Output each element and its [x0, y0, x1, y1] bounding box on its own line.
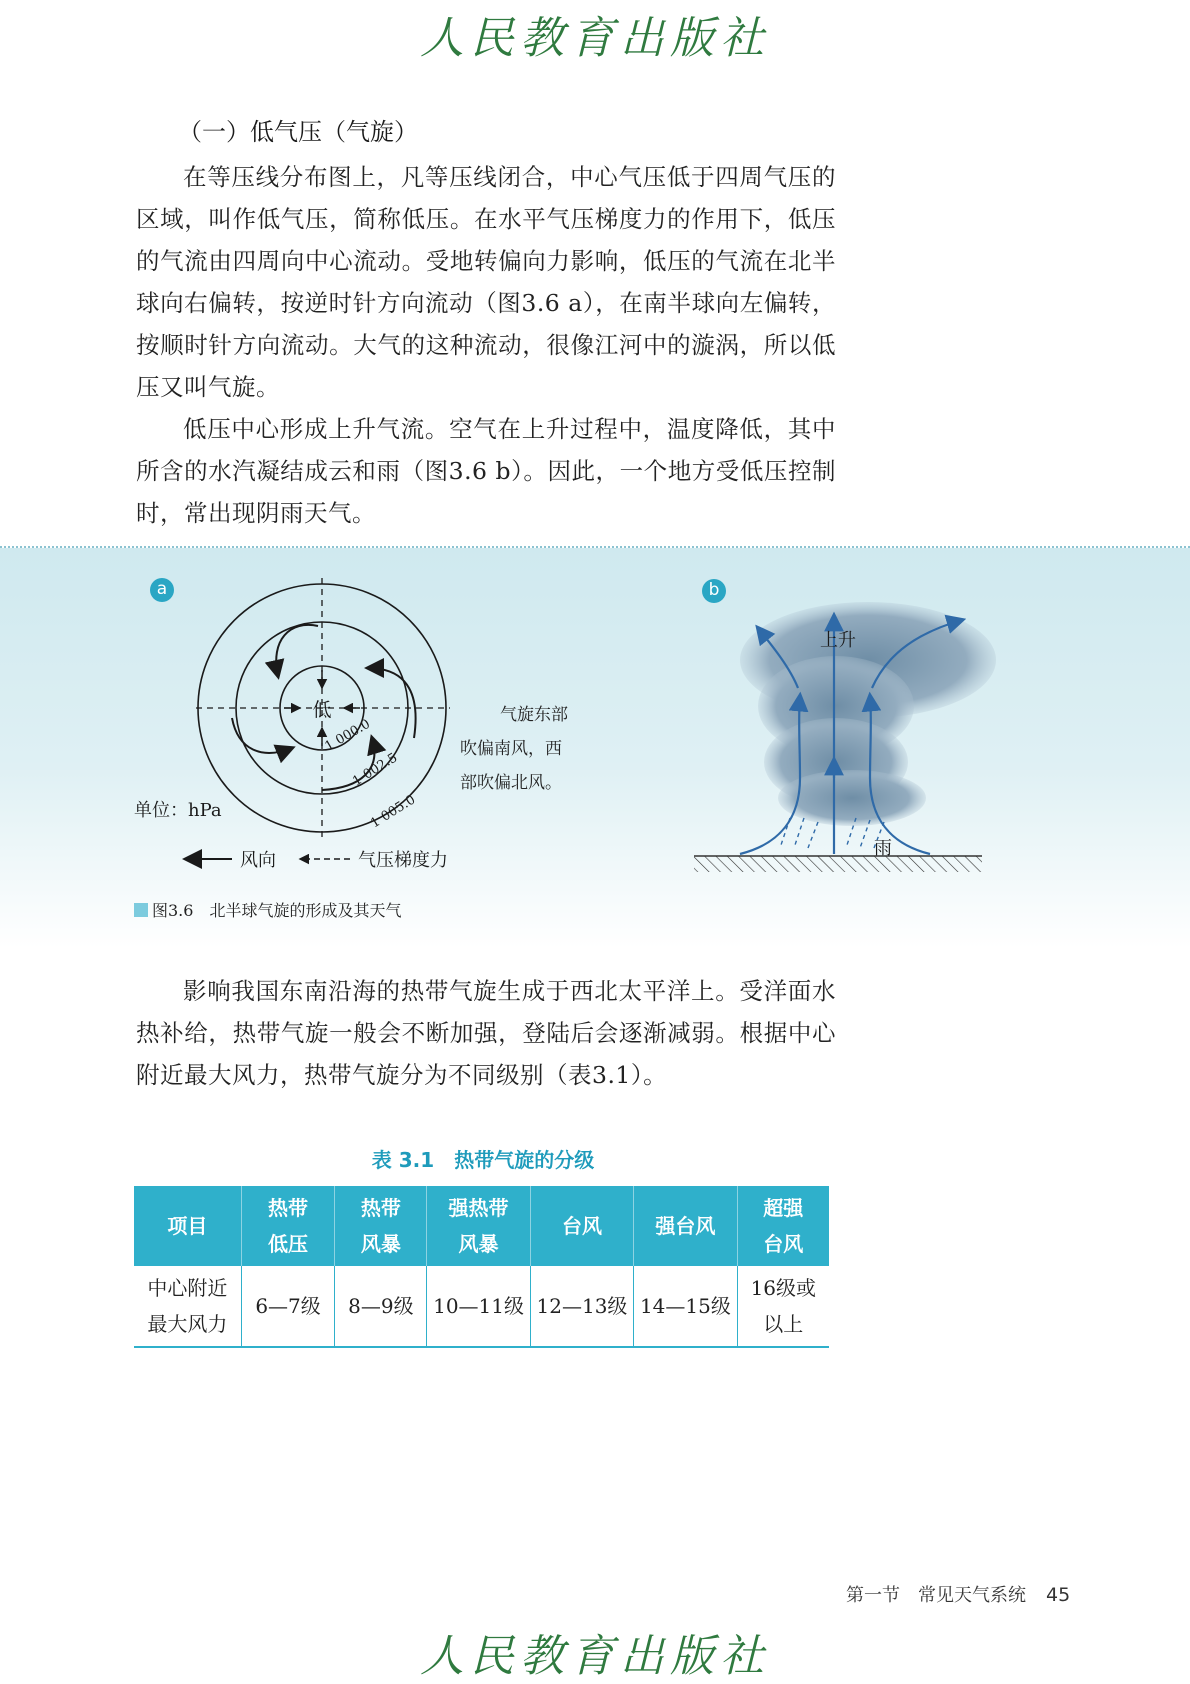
- low-center-label: 低: [312, 699, 332, 721]
- row-td: 6—7级: [255, 1294, 321, 1318]
- publisher-logo-top: 人民教育出版社: [420, 13, 770, 64]
- publisher-logo-bottom: 人民教育出版社: [420, 1631, 770, 1682]
- figure-3-6: [0, 546, 1190, 948]
- table-cell: [737, 1266, 829, 1347]
- table-cell: [634, 1266, 737, 1347]
- caption-marker: [134, 903, 148, 917]
- row-ty: 12—13级: [536, 1294, 628, 1318]
- ground-hatch: [694, 856, 982, 872]
- table-cell: [241, 1266, 335, 1347]
- row-ts: 8—9级: [348, 1294, 414, 1318]
- badge-a: a: [150, 578, 174, 602]
- cyclone-grade-table: [134, 1186, 829, 1348]
- rise-label: 上升: [820, 630, 856, 651]
- header-cell: [134, 1186, 241, 1266]
- footer-chapter: 第一节 常见天气系统: [846, 1585, 1026, 1606]
- header-ts: 热带 风暴: [360, 1196, 401, 1256]
- header-sty: 强台风: [655, 1214, 716, 1238]
- table-cell: [134, 1266, 241, 1347]
- gradient-legend-label: 气压梯度力: [358, 850, 448, 871]
- isobar-label-1002: 1 002.5: [350, 750, 401, 790]
- table-cell: [427, 1266, 530, 1347]
- header-cell: [530, 1186, 633, 1266]
- body-text-2: [136, 970, 836, 1096]
- page-footer: [846, 1581, 1070, 1607]
- table-header-row: [134, 1186, 829, 1266]
- header-td: 热带 低压: [268, 1196, 309, 1256]
- header-ty: 台风: [561, 1214, 602, 1238]
- page-number: 45: [1046, 1584, 1071, 1606]
- body-text: [136, 156, 836, 534]
- header-superty: 超强 台风: [763, 1196, 804, 1256]
- header-cell: [634, 1186, 737, 1266]
- note-line-1: 气旋东部: [500, 705, 568, 725]
- table-title: 表 3.1 热带气旋的分级: [371, 1148, 595, 1172]
- header-cell: [427, 1186, 530, 1266]
- cumulonimbus-cloud: [740, 602, 996, 826]
- badge-b: b: [702, 579, 726, 603]
- row-sts: 10—11级: [433, 1294, 524, 1318]
- unit-label: 单位：hPa: [134, 800, 222, 821]
- rain-label: 雨: [874, 838, 892, 859]
- cyclone-diagram: [0, 548, 1190, 948]
- header-item: 项目: [167, 1214, 208, 1238]
- row-superty: 16级或 以上: [750, 1276, 817, 1336]
- header-sts: 强热带 风暴: [448, 1196, 509, 1256]
- header-cell: [241, 1186, 335, 1266]
- cyclone-note: [460, 698, 568, 800]
- figure-caption: [134, 898, 401, 921]
- note-line-3: 部吹偏北风。: [460, 773, 562, 793]
- isobar-label-1000: 1 000.0: [322, 716, 373, 755]
- header-cell: [335, 1186, 427, 1266]
- isobar-label-1005: 1 005.0: [368, 792, 419, 832]
- caption-text: 图3.6 北半球气旋的形成及其天气: [152, 901, 402, 920]
- row-sty: 14—15级: [639, 1294, 731, 1318]
- table-cell: [530, 1266, 633, 1347]
- paragraph-low-pressure: 在等压线分布图上，凡等压线闭合，中心气压低于四周气压的区域，叫作低气压，简称低压。在水平气压梯度力的作用下，低压的气流由四周向中心流动。受地转偏向力影响，低压的气流在北半球向右偏转，按逆时针方向流动（图3.6 a），在南半球向左偏转，按顺时针方向流动。大气的这种流动，很像江河中的漩涡，所以低压又叫气旋。: [136, 163, 836, 401]
- note-line-2: 吹偏南风，西: [460, 739, 562, 759]
- table-row: [134, 1266, 829, 1347]
- row-item: 中心附近 最大风力: [147, 1276, 228, 1336]
- paragraph-tropical-cyclone: 影响我国东南沿海的热带气旋生成于西北太平洋上。受洋面水热补给，热带气旋一般会不断加强，登陆后会逐渐减弱。根据中心附近最大风力，热带气旋分为不同级别（表3.1）。: [136, 977, 836, 1089]
- section-heading: （一）低气压（气旋）: [178, 118, 418, 146]
- wind-legend-label: 风向: [240, 850, 276, 871]
- header-cell: [737, 1186, 829, 1266]
- paragraph-rising-air: 低压中心形成上升气流。空气在上升过程中，温度降低，其中所含的水汽凝结成云和雨（图3.6 b）。因此，一个地方受低压控制时，常出现阴雨天气。: [136, 415, 836, 527]
- table-cell: [335, 1266, 427, 1347]
